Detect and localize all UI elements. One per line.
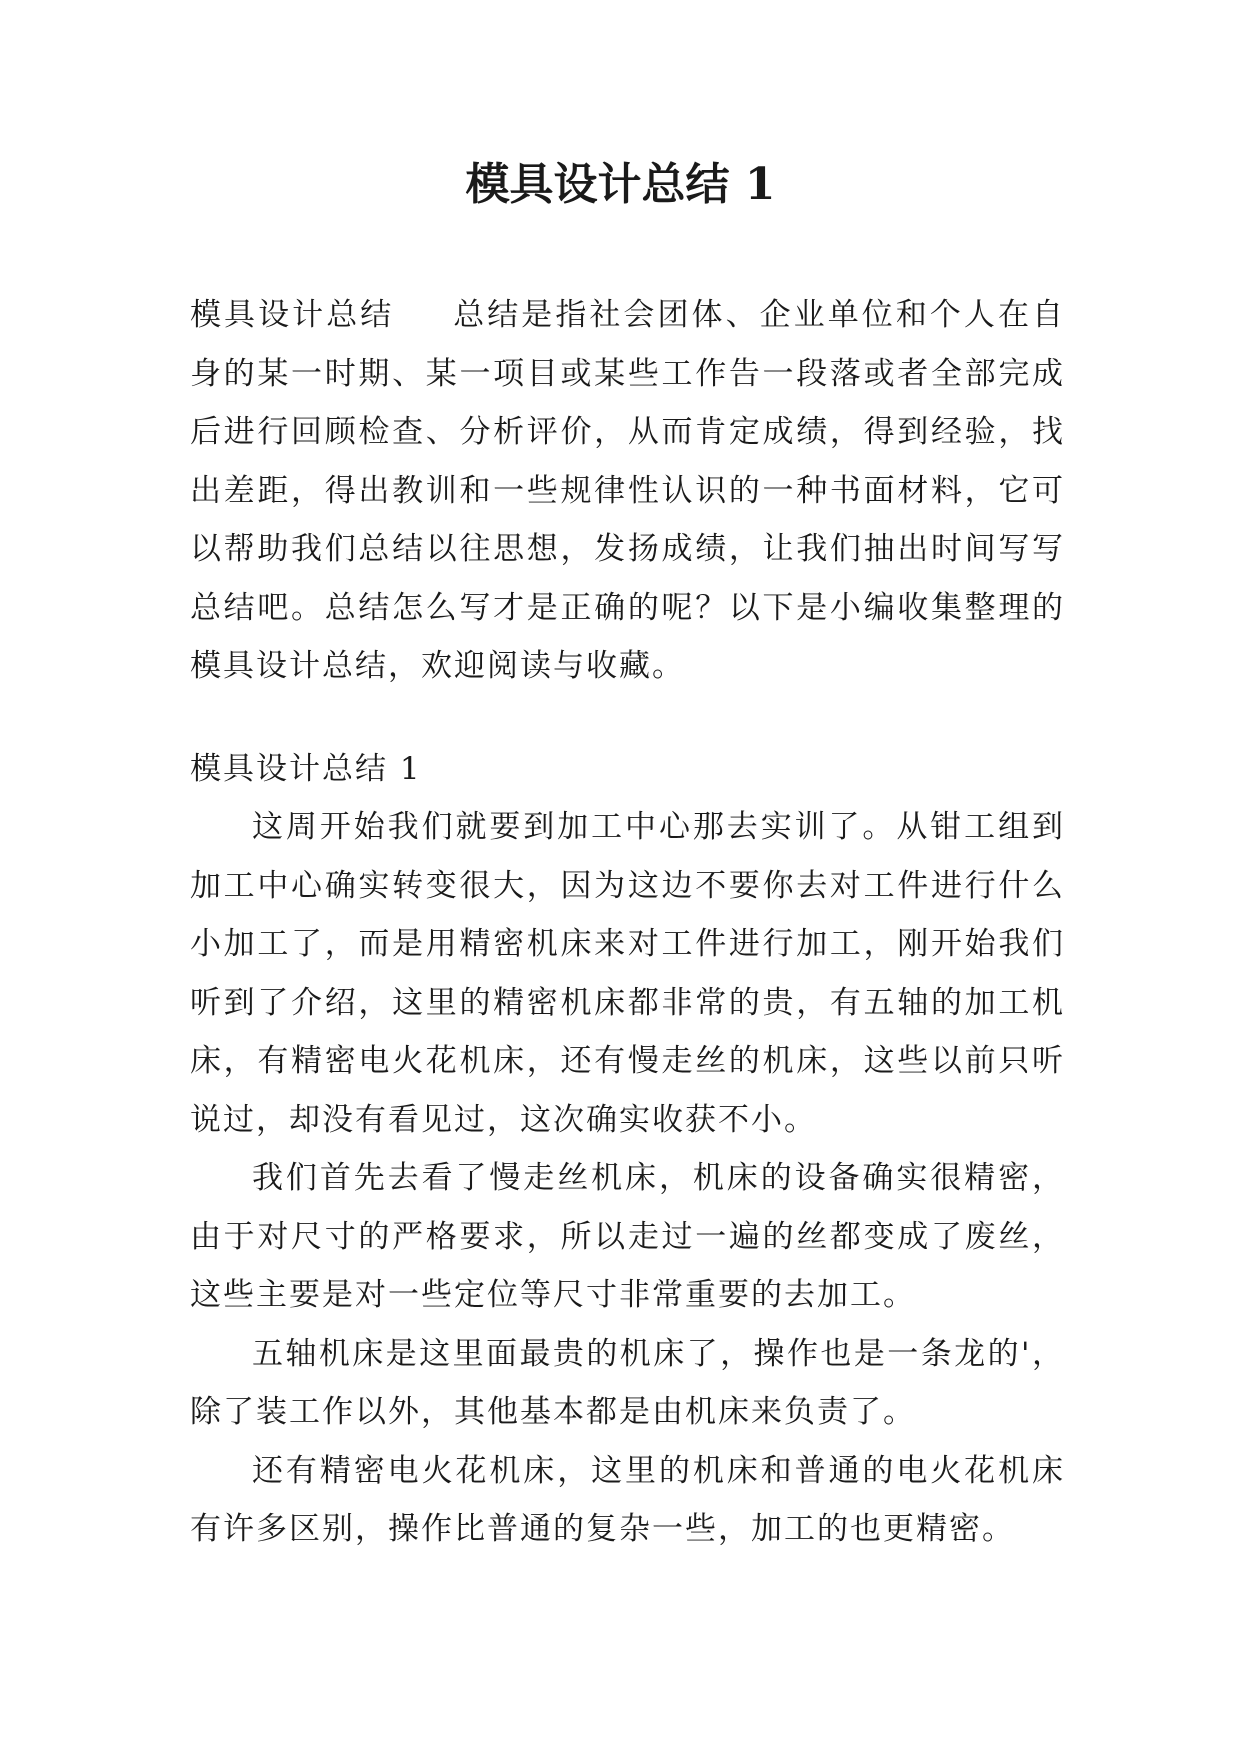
body-paragraph: 我们首先去看了慢走丝机床，机床的设备确实很精密，由于对尺寸的严格要求，所以走过一遍的丝都变成了废丝，这些主要是对一些定位等尺寸非常重要的去加工。	[190, 1160, 1065, 1313]
intro-lead: 模具设计总结	[190, 297, 395, 333]
body-paragraph: 五轴机床是这里面最贵的机床了，操作也是一条龙的'，除了装工作以外，其他基本都是由机床来负责了。	[190, 1335, 1065, 1430]
document-title: 模具设计总结 1	[465, 159, 776, 210]
body-paragraph: 这周开始我们就要到加工中心那去实训了。从钳工组到加工中心确实转变很大，因为这边不要你去对工件进行什么小加工了，而是用精密机床来对工件进行加工，刚开始我们听到了介绍，这里的精密机床都非常的贵，有五轴的加工机床，有精密电火花机床，还有慢走丝的机床，这些以前只听说过，却没有看见过，这次确实收获不小。	[190, 809, 1065, 1138]
body-paragraph: 还有精密电火花机床，这里的机床和普通的电火花机床有许多区别，操作比普通的复杂一些，加工的也更精密。	[190, 1452, 1065, 1547]
intro-paragraph	[190, 286, 1065, 696]
section-heading: 模具设计总结 1	[190, 750, 422, 787]
document-body	[190, 286, 1065, 1559]
intro-text: 总结是指社会团体、企业单位和个人在自身的某一时期、某一项目或某些工作告一段落或者全部完成后进行回顾检查、分析评价，从而肯定成绩，得到经验，找出差距，得出教训和一些规律性认识的一种书面材料，它可以帮助我们总结以往思想，发扬成绩，让我们抽出时间写写总结吧。总结怎么写才是正确的呢？以下是小编收集整理的模具设计总结，欢迎阅读与收藏。	[190, 297, 1066, 684]
